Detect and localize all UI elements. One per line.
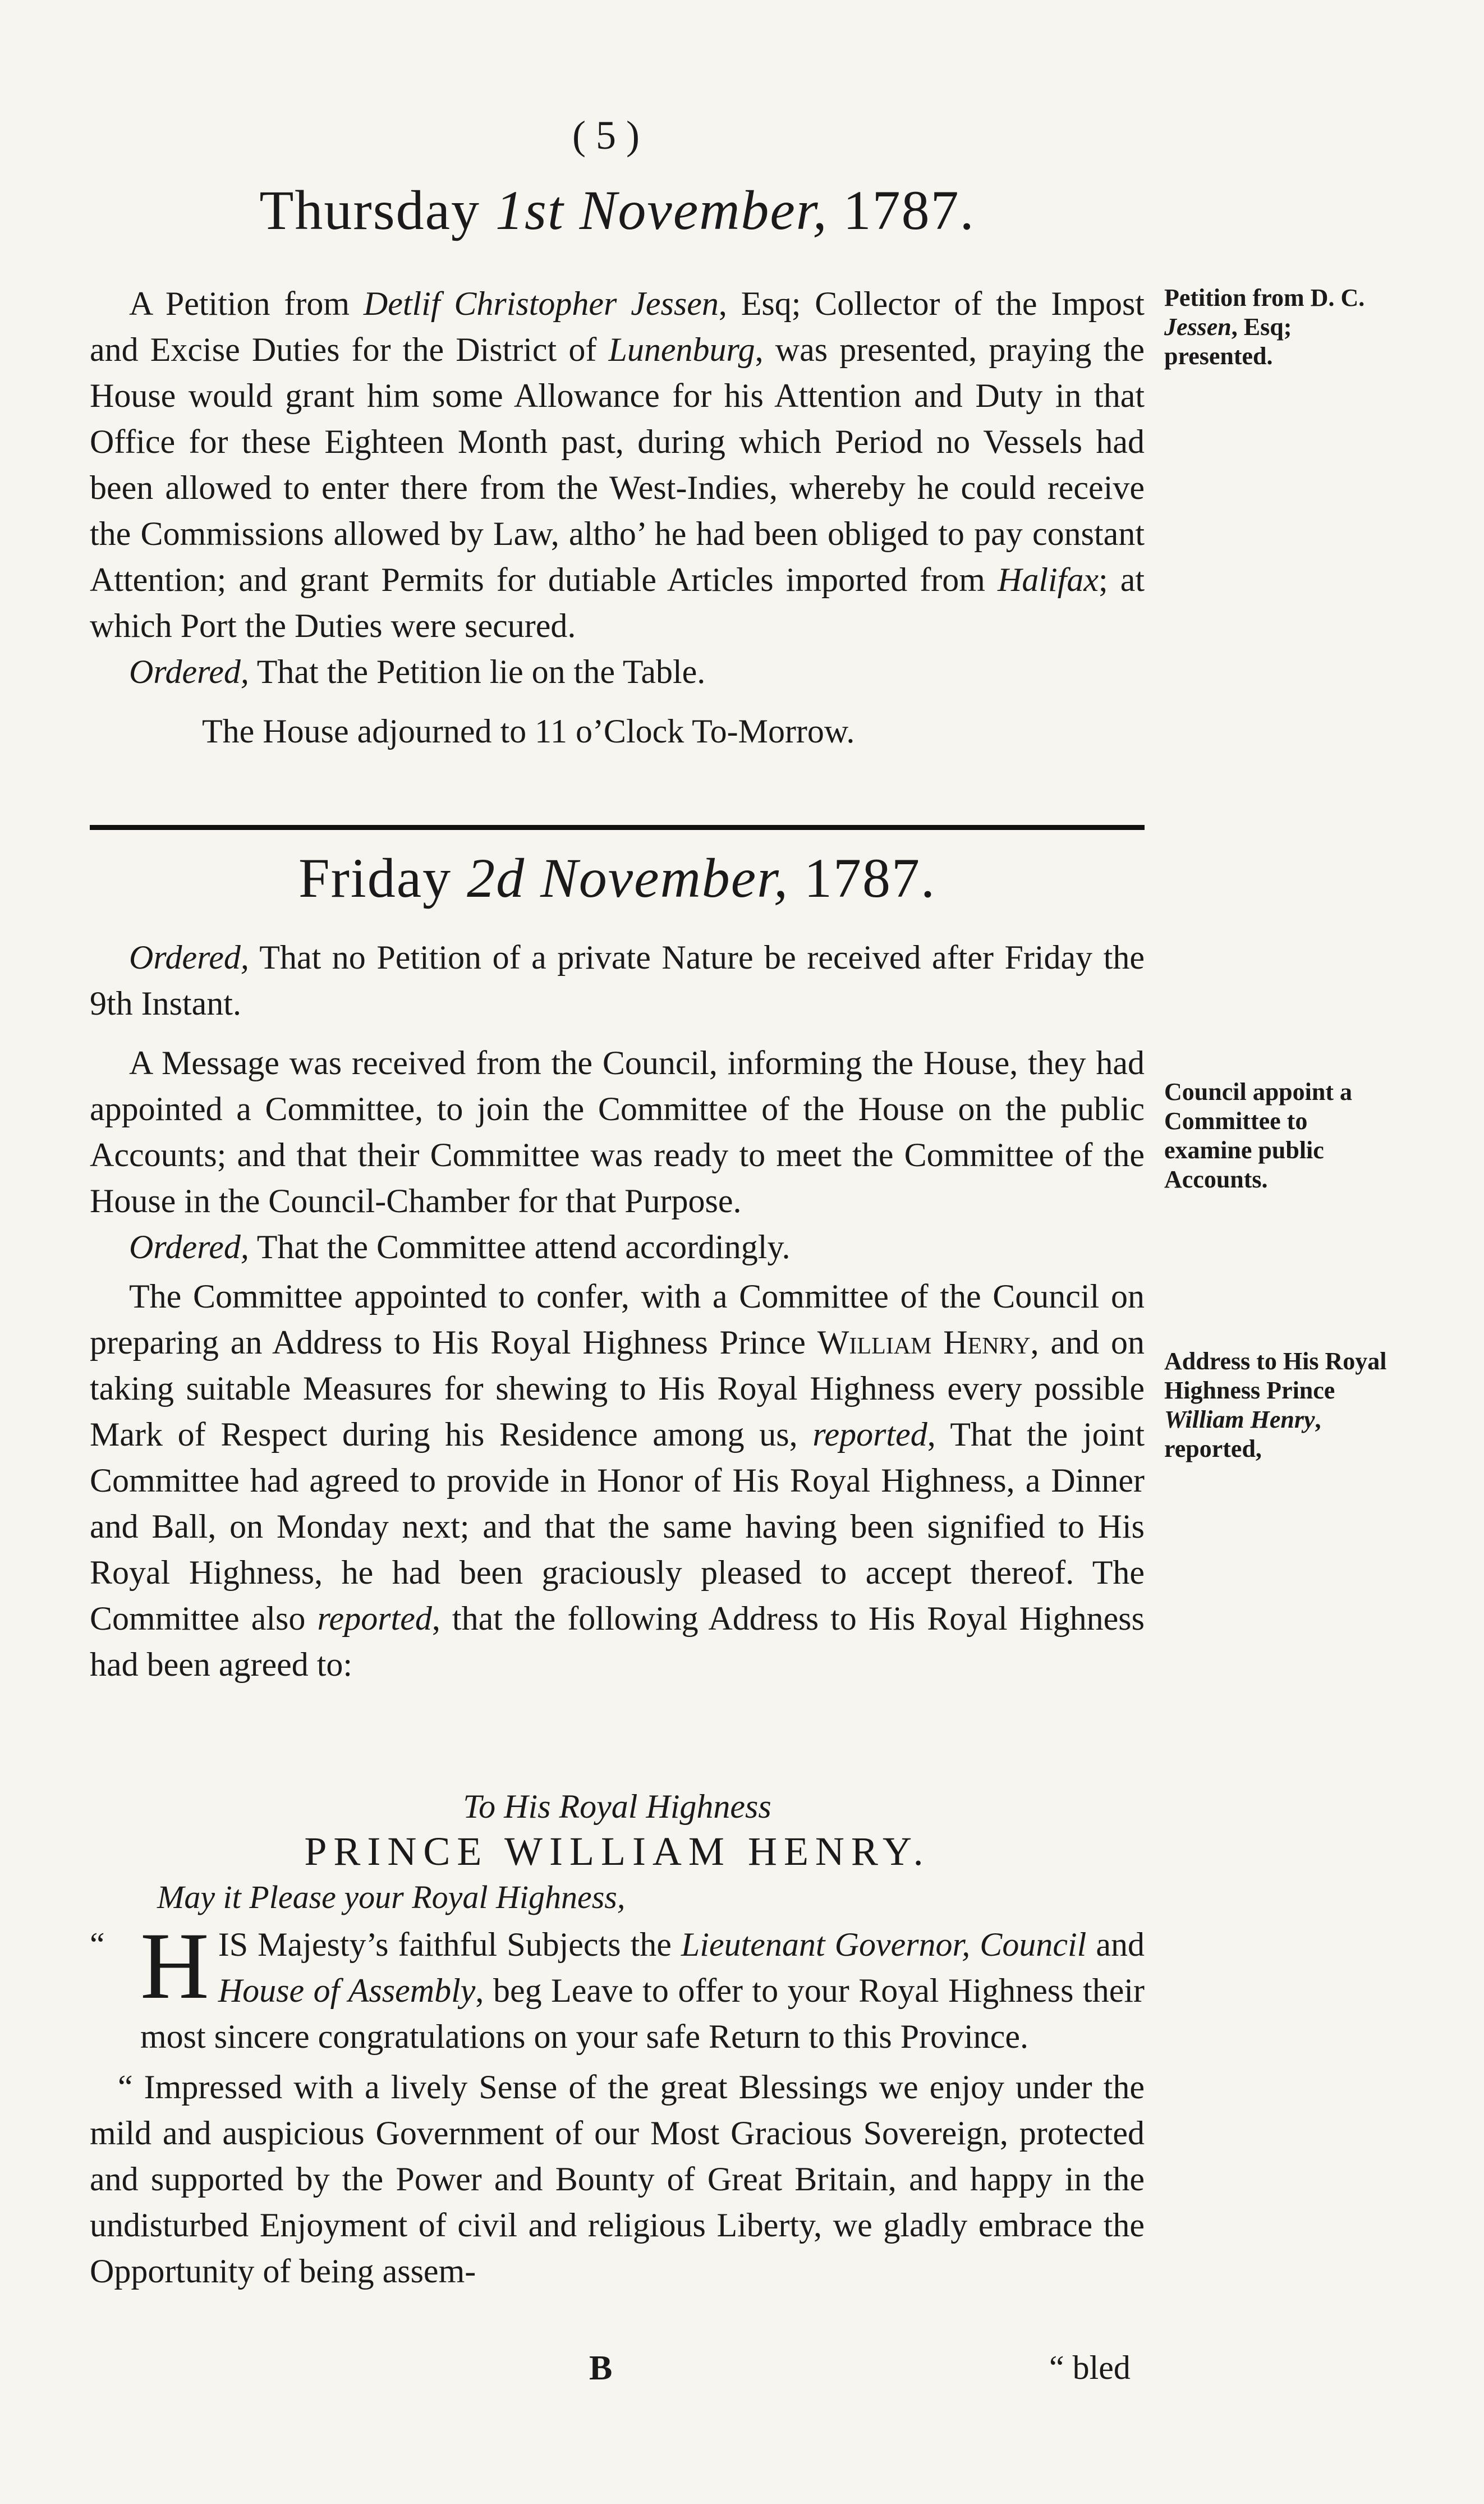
section-divider bbox=[90, 825, 1145, 830]
order-attend: Ordered, That the Committee attend accordingly. bbox=[129, 1228, 791, 1265]
thursday-title bbox=[90, 180, 1145, 241]
committee-paragraph: The Committee appointed to confer, with a Committee of the Council on preparing an Address to His Royal Highness Prince William Henry, and on taking suitable Measures for shewing to His Royal Highness every possible Mark of Respect during his Residence among us, reported, That the joint Committee had agreed to provide in Honor of His Royal Highness, a Dinner and Ball, on Monday next; and that the same having been signified to His Royal Highness, he had been graciously pleased to accept thereof. The Committee also reported, that the following Address to His Royal Highness had been agreed to: bbox=[90, 1278, 1145, 1683]
address-block bbox=[90, 1787, 1145, 2294]
title-day: Friday bbox=[298, 847, 452, 909]
title-year: 1787. bbox=[843, 179, 975, 241]
friday-section bbox=[90, 847, 1145, 909]
address-salutation: May it Please your Royal Highness, bbox=[157, 1879, 626, 1915]
title-year: 1787. bbox=[804, 847, 936, 909]
drop-cap: H bbox=[140, 1913, 209, 2019]
quote-mark: “ bbox=[90, 1926, 105, 1963]
address-paragraph-1: “ H IS Majesty’s faithful Subjects the Lieutenant Governor, Council and House of Assembly, beg Leave to offer to your Royal Highness their most sincere congratulations on your safe Return to this Province. bbox=[90, 1913, 1145, 2055]
signature-mark: B bbox=[589, 2349, 613, 2387]
address-name: PRINCE WILLIAM HENRY. bbox=[304, 1829, 930, 1874]
message-paragraph: A Message was received from the Council, informing the House, they had appointed a Committee, to join the Committee of the House on the public Accounts; and that their Committee was ready to meet the Committee of the House in the Council-Chamber for that Purpose. bbox=[90, 1044, 1145, 1219]
address-paragraph-2: “ Impressed with a lively Sense of the great Blessings we enjoy under the mild and auspicious Government of our Most Gracious Sovereign, protected and supported by the Power and Bounty of Great Britain, and happy in the undisturbed Enjoyment of civil and religious Liberty, we gladly embrace the Opportunity of being assem- bbox=[90, 2069, 1145, 2290]
order-no-petition: Ordered, That no Petition of a private Nature be received after Friday the 9th Instant. bbox=[90, 939, 1145, 1022]
margin-note-petition: Petition from D. C. Jessen, Esq; presented. bbox=[1164, 284, 1365, 370]
thursday-section bbox=[90, 180, 1145, 241]
page-number: ( 5 ) bbox=[572, 113, 640, 158]
adjourned-line: The House adjourned to 11 o’Clock To-Morrow. bbox=[202, 713, 855, 750]
title-day: Thursday bbox=[259, 179, 481, 241]
petition-paragraph: A Petition from Detlif Christopher Jessen, Esq; Collector of the Impost and Excise Duties for the District of Lunenburg, was presented, praying the House would grant him some Allowance for his Attention and Duty in that Office for these Eighteen Month past, during which Period no Vessels had been allowed to enter there from the West-Indies, whereby he could receive the Commissions allowed by Law, altho’ he had been obliged to pay constant Attention; and grant Permits for dutiable Articles imported from Halifax; at which Port the Duties were secured. bbox=[90, 285, 1145, 644]
margin-note-council: Council appoint a Committee to examine public Accounts. bbox=[1164, 1078, 1352, 1193]
petition-block bbox=[90, 281, 1145, 754]
friday-body bbox=[90, 934, 1145, 1687]
address-heading: To His Royal Highness bbox=[463, 1788, 771, 1825]
title-date: 2d November, bbox=[467, 847, 789, 909]
friday-title bbox=[90, 847, 1145, 909]
petition-ordered: Ordered, That the Petition lie on the Table. bbox=[129, 653, 706, 690]
title-date: 1st November, bbox=[495, 179, 828, 241]
catchword: “ bled bbox=[1049, 2349, 1131, 2386]
margin-note-address: Address to His Royal Highness Prince William Henry, reported, bbox=[1164, 1347, 1387, 1462]
